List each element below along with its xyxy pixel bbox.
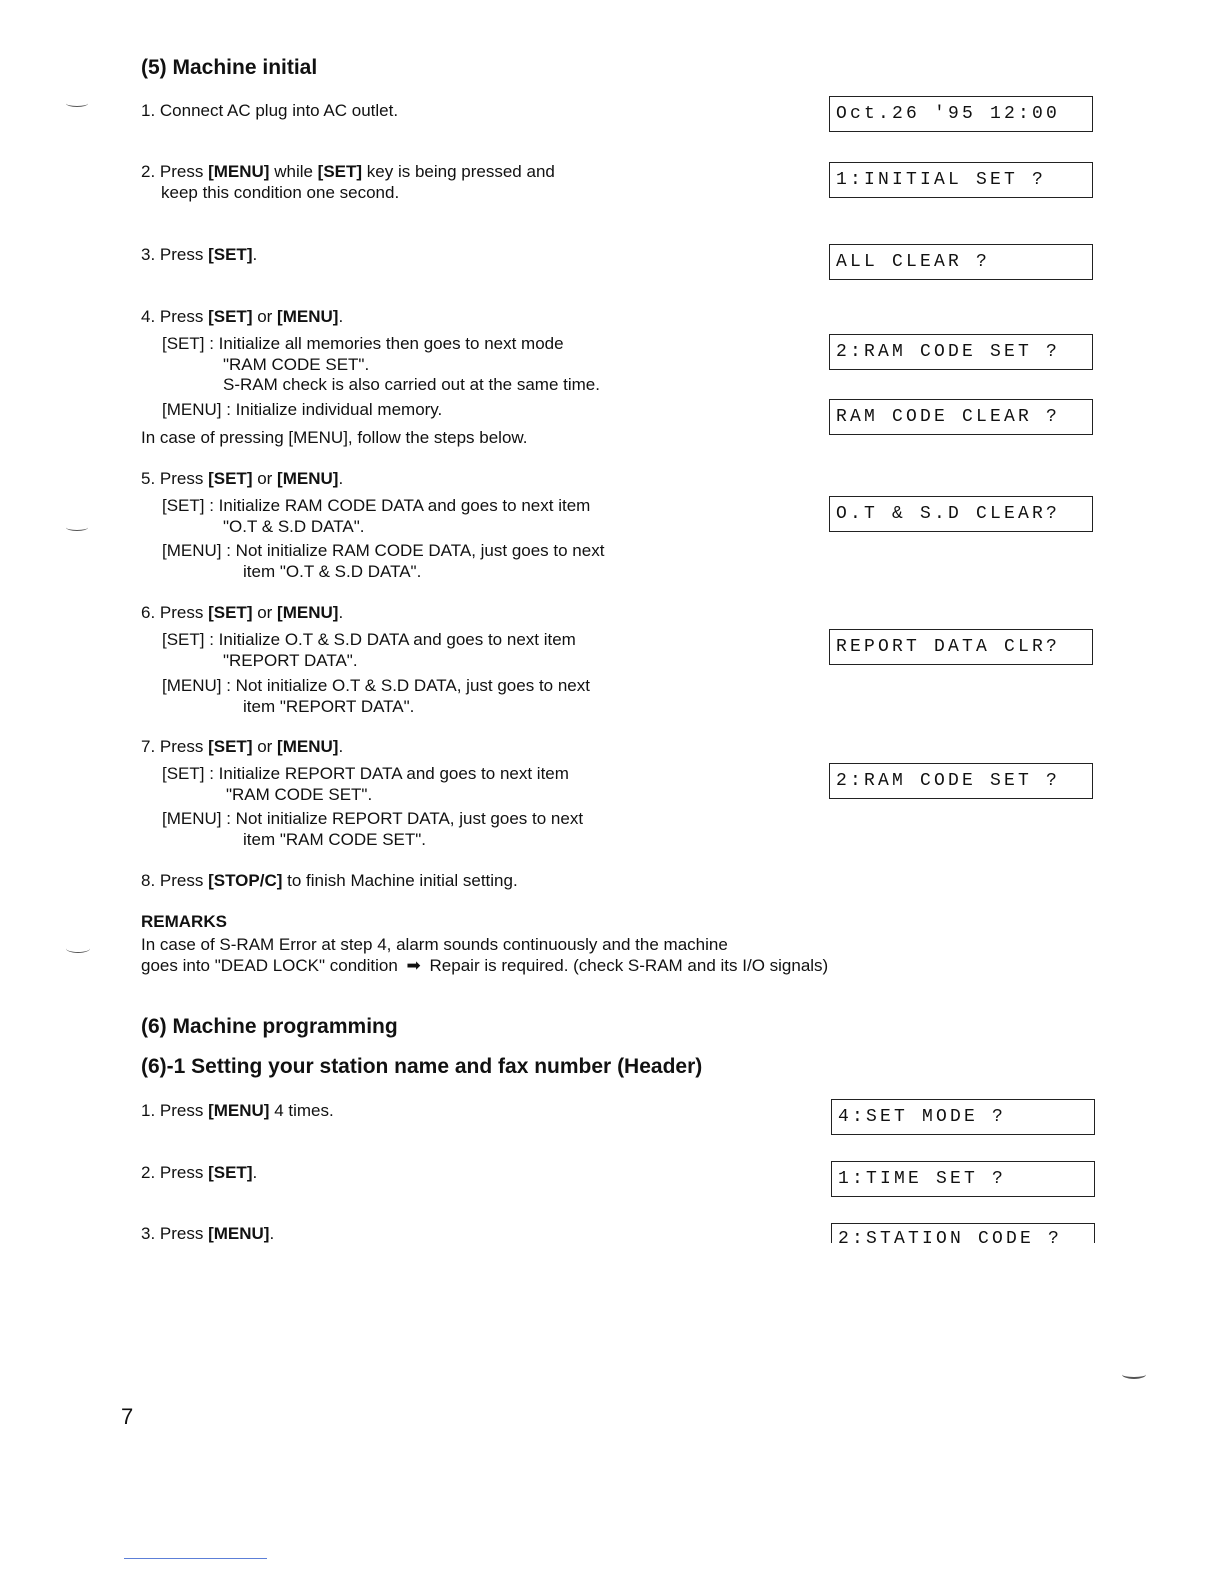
remarks-heading: REMARKS — [141, 912, 227, 931]
step-1-text: 1. Connect AC plug into AC outlet. — [141, 101, 399, 120]
remarks-line1: In case of S-RAM Error at step 4, alarm sounds continuously and the machine — [141, 935, 728, 954]
lcd-display-ram-code-set-2: 2:RAM CODE SET ? — [829, 763, 1093, 799]
right-arrow-icon: ➡ — [406, 956, 421, 975]
scan-mark — [1122, 1370, 1146, 1379]
step-5-set-line1: [SET] : Initialize RAM CODE DATA and goes to next item — [162, 496, 591, 515]
lcd-display-report-data-clr: REPORT DATA CLR? — [829, 629, 1093, 665]
lcd-display-date: Oct.26 '95 12:00 — [829, 96, 1093, 132]
step-8-text: 8. Press [STOP/C] to finish Machine initial setting. — [141, 871, 518, 890]
remarks-line2: goes into "DEAD LOCK" condition ➡ Repair is required. (check S-RAM and its I/O signals) — [141, 956, 829, 975]
step-6-set-line2: "REPORT DATA". — [223, 651, 358, 670]
scan-mark — [66, 524, 88, 531]
lcd-display-set-mode: 4:SET MODE ? — [831, 1099, 1095, 1135]
page-number: 7 — [121, 1404, 134, 1429]
step-4-menu-line1: [MENU] : Initialize individual memory. — [162, 400, 443, 419]
section-5-title: (5) Machine initial — [141, 56, 318, 79]
lcd-display-initial-set: 1:INITIAL SET ? — [829, 162, 1093, 198]
scan-mark — [66, 100, 88, 107]
scan-mark — [66, 944, 90, 953]
step-6-text: 6. Press [SET] or [MENU]. — [141, 603, 344, 622]
step-4-set-line2: "RAM CODE SET". — [223, 355, 370, 374]
footer-line — [124, 1558, 267, 1559]
step-6-set-line1: [SET] : Initialize O.T & S.D DATA and goes to next item — [162, 630, 576, 649]
step-6-menu-line1: [MENU] : Not initialize O.T & S.D DATA, just goes to next — [162, 676, 590, 695]
lcd-display-ot-sd-clear: O.T & S.D CLEAR? — [829, 496, 1093, 532]
step-7-menu-line1: [MENU] : Not initialize REPORT DATA, just goes to next — [162, 809, 584, 828]
lcd-display-time-set: 1:TIME SET ? — [831, 1161, 1095, 1197]
step-4-set-line1: [SET] : Initialize all memories then goes to next mode — [162, 334, 564, 353]
step-4-note: In case of pressing [MENU], follow the steps below. — [141, 428, 528, 447]
step-6-menu-line2: item "REPORT DATA". — [243, 697, 415, 716]
step-7-text: 7. Press [SET] or [MENU]. — [141, 737, 344, 756]
step-7-set-line2: "RAM CODE SET". — [226, 785, 373, 804]
step-5-text: 5. Press [SET] or [MENU]. — [141, 469, 344, 488]
section-6-title: (6) Machine programming — [141, 1015, 398, 1038]
lcd-display-ram-code-clear: RAM CODE CLEAR ? — [829, 399, 1093, 435]
lcd-display-all-clear: ALL CLEAR ? — [829, 244, 1093, 280]
step-4-text: 4. Press [SET] or [MENU]. — [141, 307, 344, 326]
step-2-text: 2. Press [MENU] while [SET] key is being pressed and — [141, 162, 555, 181]
step-5-set-line2: "O.T & S.D DATA". — [223, 517, 365, 536]
lcd-display-station-code: 2:STATION CODE ? — [831, 1223, 1095, 1243]
step-7-set-line1: [SET] : Initialize REPORT DATA and goes to next item — [162, 764, 569, 783]
step-5-menu-line2: item "O.T & S.D DATA". — [243, 562, 422, 581]
step-4-set-line3: S-RAM check is also carried out at the same time. — [223, 375, 600, 394]
step-3-text: 3. Press [SET]. — [141, 245, 258, 264]
s6-step-3-text: 3. Press [MENU]. — [141, 1224, 275, 1243]
lcd-display-ram-code-set: 2:RAM CODE SET ? — [829, 334, 1093, 370]
step-5-menu-line1: [MENU] : Not initialize RAM CODE DATA, just goes to next — [162, 541, 605, 560]
s6-step-2-text: 2. Press [SET]. — [141, 1163, 258, 1182]
section-6-1-subtitle: (6)-1 Setting your station name and fax number (Header) — [141, 1055, 703, 1078]
step-2-text-line2: keep this condition one second. — [161, 183, 400, 202]
step-7-menu-line2: item "RAM CODE SET". — [243, 830, 427, 849]
s6-step-1-text: 1. Press [MENU] 4 times. — [141, 1101, 334, 1120]
